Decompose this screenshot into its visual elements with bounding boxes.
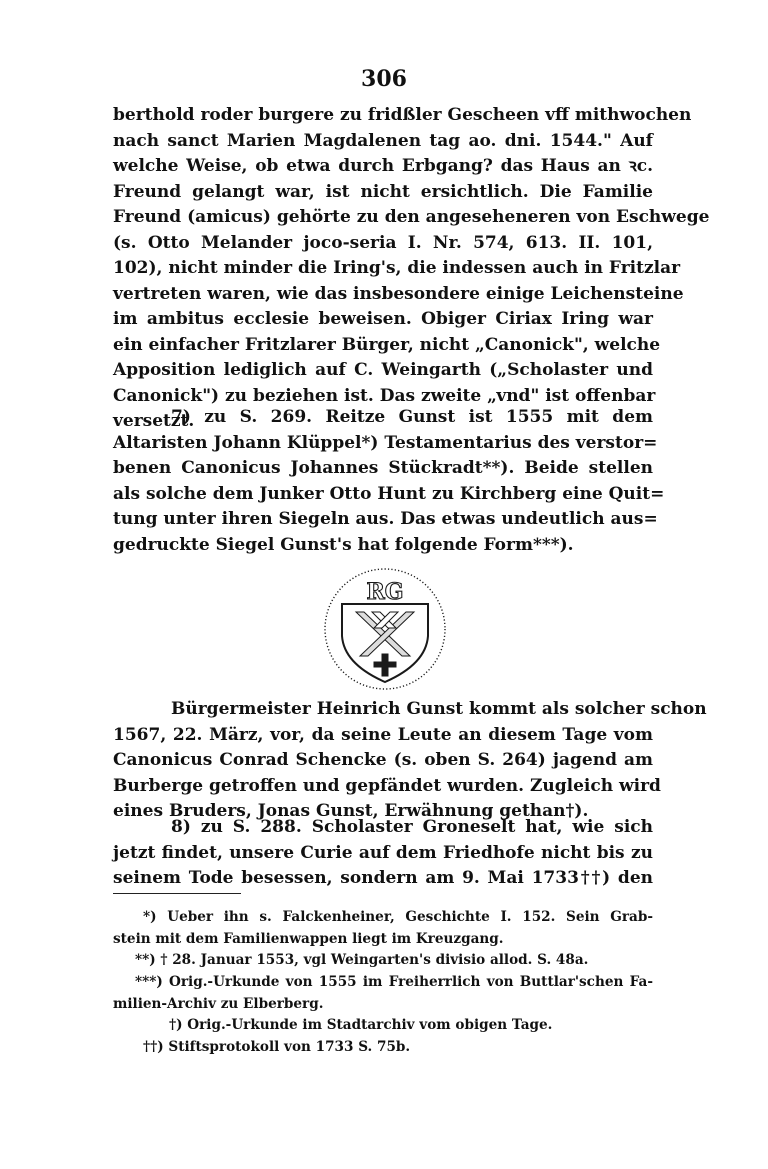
text-line: Apposition lediglich auf C. Weingarth („Scholaster und xyxy=(113,360,653,380)
text-line: Altaristen Johann Klüppel*) Testamentarius des verstor= xyxy=(113,432,658,453)
text-line: 8) zu S. 288. Scholaster Groneselt hat, wie sich xyxy=(171,817,653,837)
footnote-rule xyxy=(113,893,241,894)
paragraph-note-7 xyxy=(113,405,665,558)
text-line: jetzt findet, unsere Curie auf dem Friedhofe nicht bis zu xyxy=(113,842,653,863)
text-line: Freund gelangt war, ist nicht ersichtlich. Die Familie xyxy=(113,181,653,202)
text-line: 102), nicht minder die Iring's, die indessen auch in Fritzlar xyxy=(113,258,681,278)
footnote-line: **) † 28. Januar 1553, vgl Weingarten's divisio allod. S. 48a. xyxy=(135,952,589,969)
text-line: als solche dem Junker Otto Hunt zu Kirchberg eine Quit= xyxy=(113,483,665,504)
footnote-line: *) Ueber ihn s. Falckenheiner, Geschichte I. 152. Sein Grab- xyxy=(143,909,653,925)
footnote-line: ††) Stiftsprotokoll von 1733 S. 75b. xyxy=(143,1039,411,1056)
text-line: seinem Tode besessen, sondern am 9. Mai 1733††) den xyxy=(113,868,653,888)
footnote-line: stein mit dem Familienwappen liegt im Kreuzgang. xyxy=(113,930,504,947)
text-line: 7) zu S. 269. Reitze Gunst ist 1555 mit dem xyxy=(171,407,653,427)
text-line: gedruckte Siegel Gunst's hat folgende Form***). xyxy=(113,534,574,555)
text-line: eines Bruders, Jonas Gunst, Erwähnung gethan†). xyxy=(113,801,589,821)
text-line: 1567, 22. März, vor, da seine Leute an diesem Tage vom xyxy=(113,724,653,745)
text-line: Canonicus Conrad Schencke (s. oben S. 264) jagend am xyxy=(113,750,653,770)
paragraph-burgermeister xyxy=(113,697,707,825)
text-line: vertreten waren, wie das insbesondere einige Leichensteine xyxy=(113,283,684,304)
footnotes xyxy=(113,907,653,1059)
text-line: berthold roder burgere zu fridßler Gescheen vff mithwochen xyxy=(113,105,692,125)
seal-initials: RG xyxy=(366,579,404,605)
text-line: versetzt. xyxy=(113,411,195,431)
gunst-seal-image xyxy=(322,566,448,692)
text-line: nach sanct Marien Magdalenen tag ao. dni. 1544." Auf xyxy=(113,130,653,151)
text-line: Burberge getroffen und gepfändet wurden. Zugleich wird xyxy=(113,775,661,796)
footnote-line: ***) Orig.-Urkunde von 1555 im Freiherrlich von Buttlar'schen Fa- xyxy=(135,974,653,991)
page-number: 306 xyxy=(361,66,407,92)
footnote-line: milien-Archiv zu Elberberg. xyxy=(113,995,324,1012)
shield-charge xyxy=(356,612,414,676)
text-line: welche Weise, ob etwa durch Erbgang? das Haus an ꝛc. xyxy=(113,156,653,176)
text-line: benen Canonicus Johannes Stückradt**). Beide stellen xyxy=(113,458,653,478)
text-line: Freund (amicus) gehörte zu den angeseheneren von Eschwege xyxy=(113,207,710,227)
text-line: tung unter ihren Siegeln aus. Das etwas undeutlich aus= xyxy=(113,509,658,529)
text-line: (s. Otto Melander joco-seria I. Nr. 574, 613. II. 101, xyxy=(113,232,653,253)
text-line: im ambitus ecclesie beweisen. Obiger Ciriax Iring war xyxy=(113,309,653,329)
paragraph-note-8 xyxy=(113,815,653,892)
text-line: Bürgermeister Heinrich Gunst kommt als solcher schon xyxy=(171,699,707,719)
paragraph-continuation xyxy=(113,103,710,435)
footnote-line: †) Orig.-Urkunde im Stadtarchiv vom obigen Tage. xyxy=(169,1017,553,1034)
text-line: ein einfacher Fritzlarer Bürger, nicht „Canonick", welche xyxy=(113,334,661,355)
text-line: Canonick") zu beziehen ist. Das zweite „vnd" ist offenbar xyxy=(113,385,656,406)
